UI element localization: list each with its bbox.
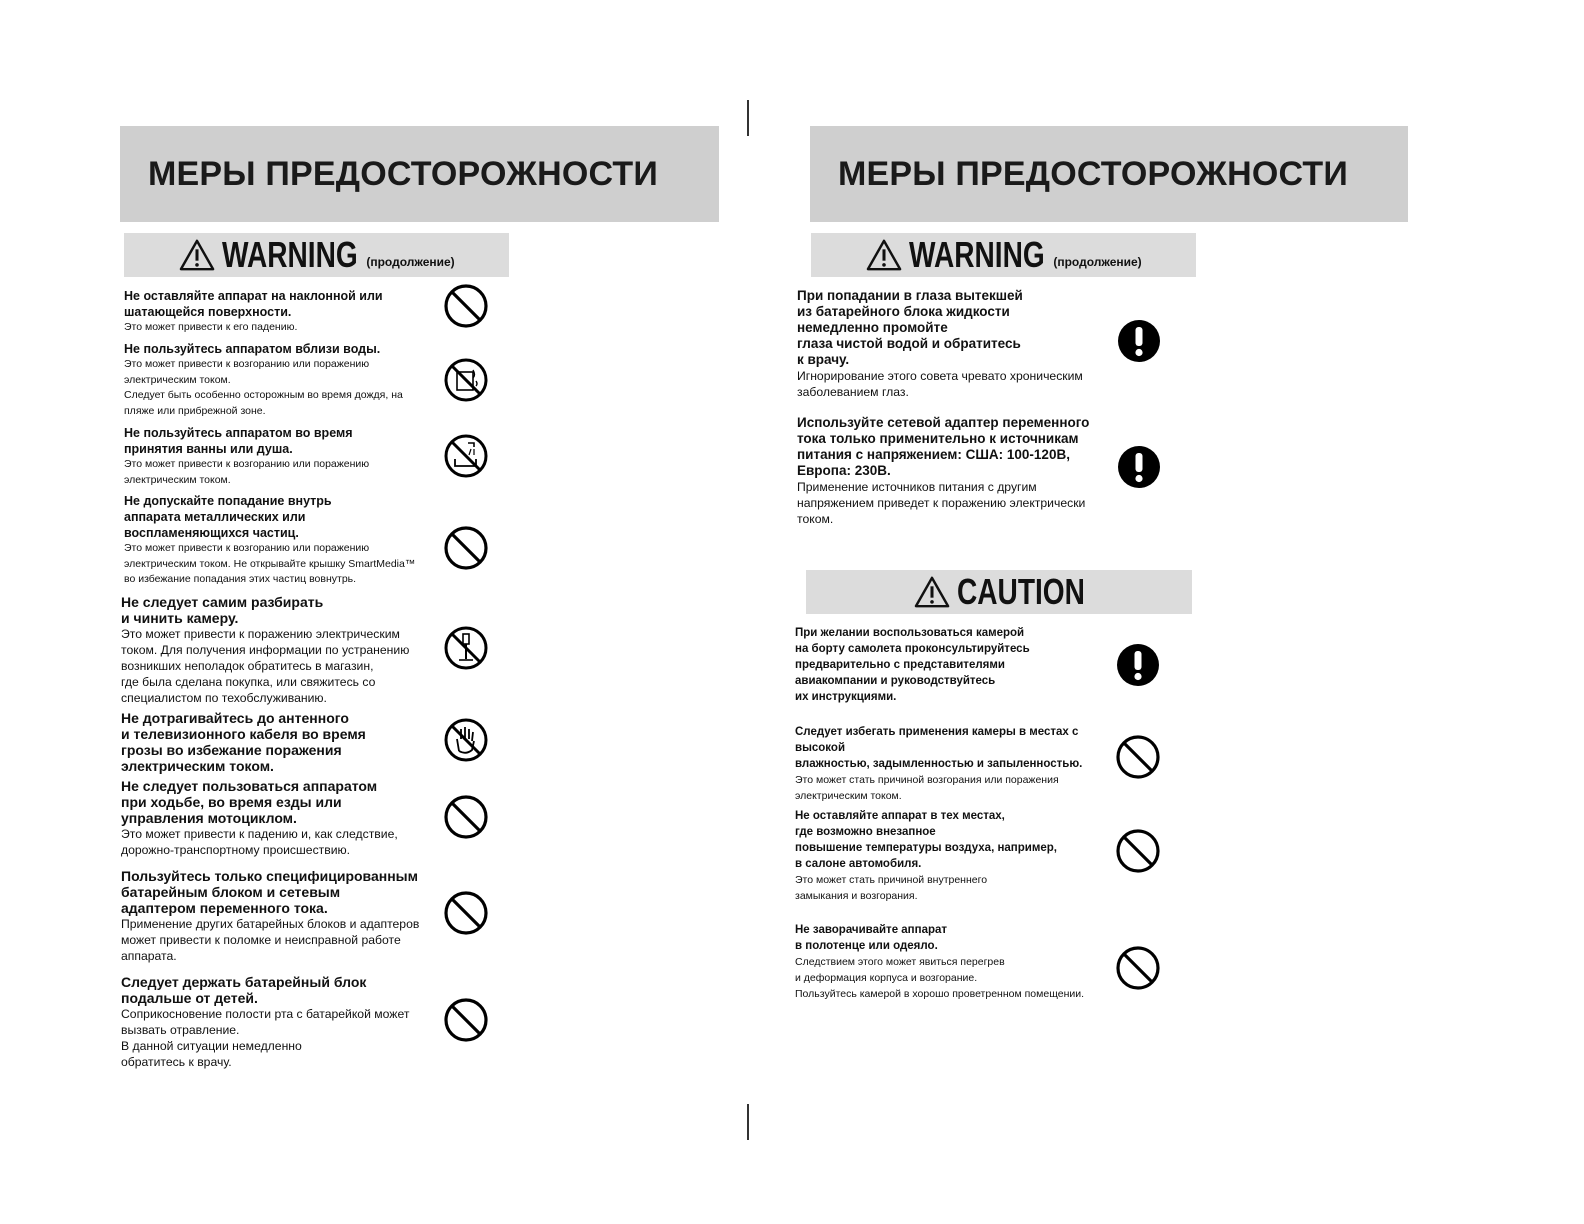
caution-banner	[806, 570, 1192, 614]
item-body: Это может привести к падению и, как следствие, дорожно-транспортному происшествию.	[121, 827, 398, 857]
item-title: Следует держать батарейный блок подальше от детей.	[121, 974, 367, 1006]
item-title: Пользуйтесь только специфицированным батарейным блоком и сетевым адаптером переменного тока.	[121, 868, 418, 916]
item-title: Не дотрагивайтесь до антенного и телевизионного кабеля во время грозы во избежание поражения электрическим током.	[121, 710, 366, 774]
list-item	[797, 288, 1117, 400]
warning-triangle-icon	[178, 238, 216, 272]
prohibition-circle-icon	[443, 890, 489, 936]
item-title: Не следует пользоваться аппаратом при ходьбе, во время езды или управления мотоциклом.	[121, 778, 378, 826]
prohibition-circle-icon	[443, 525, 489, 571]
list-item	[124, 493, 444, 588]
mandatory-exclamation-icon	[1116, 444, 1162, 490]
prohibition-circle-icon	[1115, 945, 1161, 991]
item-body: Следствием этого может явиться перегрев и деформация корпуса и возгорание. Пользуйтесь камерой в хорошо проветренном помещении.	[795, 956, 1085, 1000]
item-title: Следует избегать применения камеры в местах с высокой влажностью, задымленностью и запыленностью.	[795, 726, 1083, 770]
mandatory-exclamation-icon	[1115, 642, 1161, 688]
warning-continued-label: (продолжение)	[366, 255, 455, 269]
warning-label: WARNING	[222, 234, 359, 275]
prohibition-circle-icon	[443, 283, 489, 329]
item-body: Это может привести к возгоранию или поражению электрическим током.	[124, 458, 370, 486]
warning-continued-label: (продолжение)	[1053, 255, 1142, 269]
warning-label: WARNING	[909, 234, 1046, 275]
list-item	[797, 415, 1117, 527]
list-item	[121, 710, 441, 774]
item-body: Соприкосновение полости рта с батарейкой может вызвать отравление. В данной ситуации немедленно обратитесь к врачу.	[121, 1007, 410, 1069]
list-item	[124, 288, 434, 336]
caution-label: CAUTION	[957, 571, 1085, 612]
item-body: Это может привести к возгоранию или поражению электрическим током. Не открывайте крышку SmartMedia™ во избежание попадания этих частиц вовнутрь.	[124, 542, 416, 585]
item-title: Не оставляйте аппарат на наклонной или шатающейся поверхности.	[124, 289, 383, 319]
list-item	[795, 808, 1115, 904]
prohibition-circle-icon	[1115, 734, 1161, 780]
no-water-icon	[443, 357, 489, 403]
list-item	[121, 594, 441, 706]
item-title: При попадании в глаза вытекшей из батарейного блока жидкости немедленно промойте глаза чистой водой и обратитесь к врачу.	[797, 288, 1023, 367]
page-title: МЕРЫ ПРЕДОСТОРОЖНОСТИ	[838, 154, 1349, 193]
list-item	[124, 341, 434, 419]
warning-banner	[811, 233, 1196, 277]
item-title: Не следует самим разбирать и чинить камеру.	[121, 594, 324, 626]
item-body: Это может стать причиной возгорания или поражения электрическим током.	[795, 774, 1059, 802]
mandatory-exclamation-icon	[1116, 318, 1162, 364]
item-title: Не пользуйтесь аппаратом вблизи воды.	[124, 342, 381, 356]
no-touch-icon	[443, 717, 489, 763]
item-body: Игнорирование этого совета чревато хроническим заболеванием глаз.	[797, 369, 1083, 399]
page-title-bar	[810, 126, 1408, 222]
warning-triangle-icon	[865, 238, 903, 272]
page-title: МЕРЫ ПРЕДОСТОРОЖНОСТИ	[148, 154, 659, 193]
list-item	[121, 974, 441, 1070]
item-title: При желании воспользоваться камерой на борту самолета проконсультируйтесь предварительно с представителями авиакомпании и руководствуйтесь их инструкциями.	[795, 627, 1030, 703]
warning-triangle-icon	[913, 575, 951, 609]
item-title: Используйте сетевой адаптер переменного тока только применительно к источникам питания с напряжением: США: 100-120В, Европа: 230В.	[797, 415, 1090, 478]
item-body: Это может привести к возгоранию или поражению электрическим током. Следует быть особенно осторожным во время дождя, на пляже или прибрежной зоне.	[124, 358, 403, 417]
item-title: Не оставляйте аппарат в тех местах, где возможно внезапное повышение температуры воздуха, например, в салоне автомобиля.	[795, 810, 1057, 870]
item-body: Это может стать причиной внутреннего замыкания и возгорания.	[795, 874, 988, 902]
item-body: Это может привести к поражению электрическим током. Для получения информации по устранению возникших неполадок обратитесь в магазин, где была сделана покупка, или свяжитесь со специалистом по техобслуживанию.	[121, 627, 410, 705]
no-disassembly-icon	[443, 625, 489, 671]
list-item	[124, 425, 434, 488]
no-shower-icon	[443, 433, 489, 479]
page-title-bar	[120, 126, 719, 222]
item-title: Не пользуйтесь аппаратом во время принятия ванны или душа.	[124, 426, 353, 456]
list-item	[795, 724, 1125, 804]
right-page	[792, 0, 1584, 1224]
warning-banner	[124, 233, 509, 277]
item-body: Применение источников питания с другим напряжением приведет к поражению электрически током.	[797, 480, 1086, 526]
prohibition-circle-icon	[443, 794, 489, 840]
list-item	[121, 868, 466, 964]
item-title: Не заворачивайте аппарат в полотенце или одеяло.	[795, 924, 948, 952]
list-item	[121, 778, 451, 858]
prohibition-circle-icon	[1115, 828, 1161, 874]
prohibition-circle-icon	[443, 997, 489, 1043]
list-item	[795, 922, 1115, 1002]
item-body: Это может привести к его падению.	[124, 321, 298, 333]
item-title: Не допускайте попадание внутрь аппарата металлических или воспламеняющихся частиц.	[124, 494, 332, 540]
item-body: Применение других батарейных блоков и адаптеров может привести к поломке и неисправной работе аппарата.	[121, 917, 420, 963]
list-item	[795, 625, 1115, 705]
